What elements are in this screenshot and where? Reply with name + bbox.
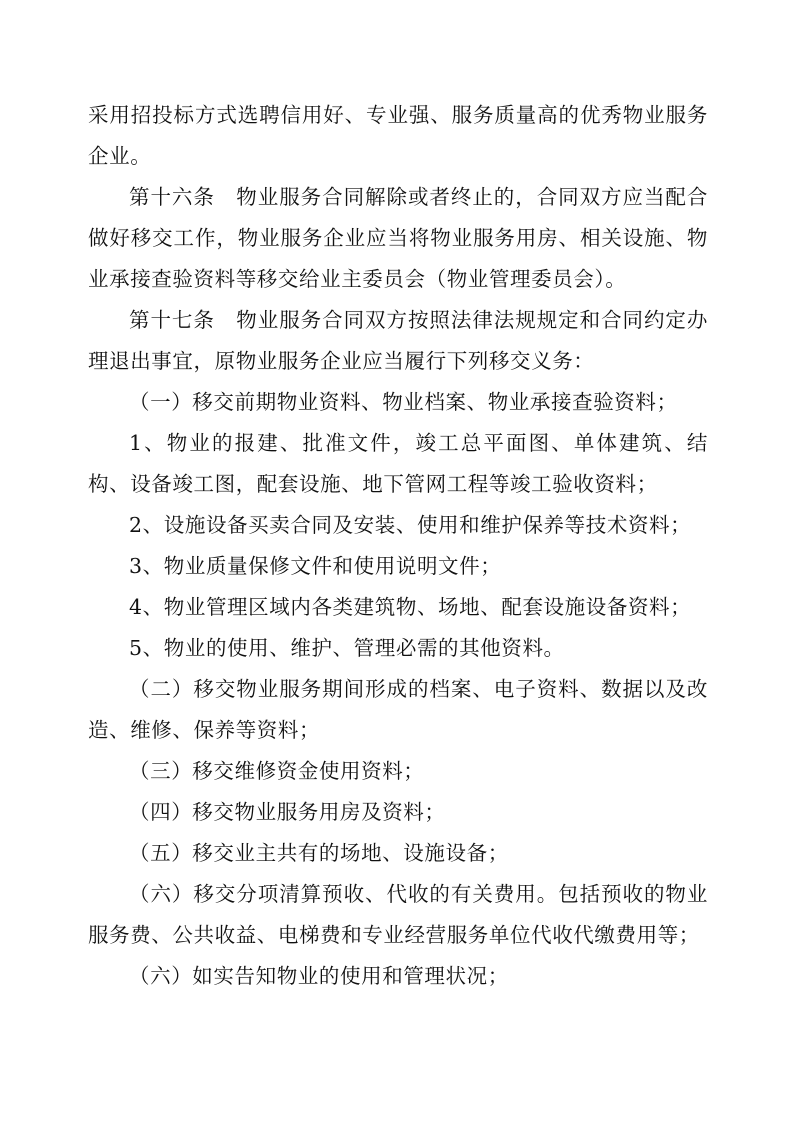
- list-subitem-4: 4、物业管理区域内各类建筑物、场地、配套设施设备资料；: [129, 595, 692, 619]
- list-item-1: （一）移交前期物业资料、物业档案、物业承接查验资料；: [129, 390, 678, 414]
- list-subitem-1: 1、物业的报建、批准文件，竣工总平面图、单体建筑、结构、设备竣工图，配套设施、地下管网工程等竣工验收资料；: [88, 431, 708, 496]
- paragraph-continuation: 采用招投标方式选聘信用好、专业强、服务质量高的优秀物业服务企业。: [88, 103, 708, 168]
- list-subitem-3: 3、物业质量保修文件和使用说明文件；: [129, 554, 502, 578]
- list-item-3: （三）移交维修资金使用资料；: [129, 759, 425, 783]
- paragraph-article-16: 第十六条 物业服务合同解除或者终止的，合同双方应当配合做好移交工作，物业服务企业应当将物业服务用房、相关设施、物业承接查验资料等移交给业主委员会（物业管理委员会）。: [88, 185, 708, 291]
- list-item-5: （五）移交业主共有的场地、设施设备；: [129, 841, 509, 865]
- paragraph-article-17: 第十七条 物业服务合同双方按照法律法规规定和合同约定办理退出事宜，原物业服务企业应当履行下列移交义务：: [88, 308, 708, 373]
- list-item-2: （二）移交物业服务期间形成的档案、电子资料、数据以及改造、维修、保养等资料；: [88, 677, 708, 742]
- document-body: [88, 95, 708, 997]
- list-item-4: （四）移交物业服务用房及资料；: [129, 800, 446, 824]
- list-subitem-2: 2、设施设备买卖合同及安装、使用和维护保养等技术资料；: [129, 513, 692, 537]
- list-item-6: （六）移交分项清算预收、代收的有关费用。包括预收的物业服务费、公共收益、电梯费和专业经营服务单位代收代缴费用等；: [88, 882, 708, 947]
- list-item-6b: （六）如实告知物业的使用和管理状况；: [129, 964, 509, 988]
- list-subitem-5: 5、物业的使用、维护、管理必需的其他资料。: [129, 636, 565, 660]
